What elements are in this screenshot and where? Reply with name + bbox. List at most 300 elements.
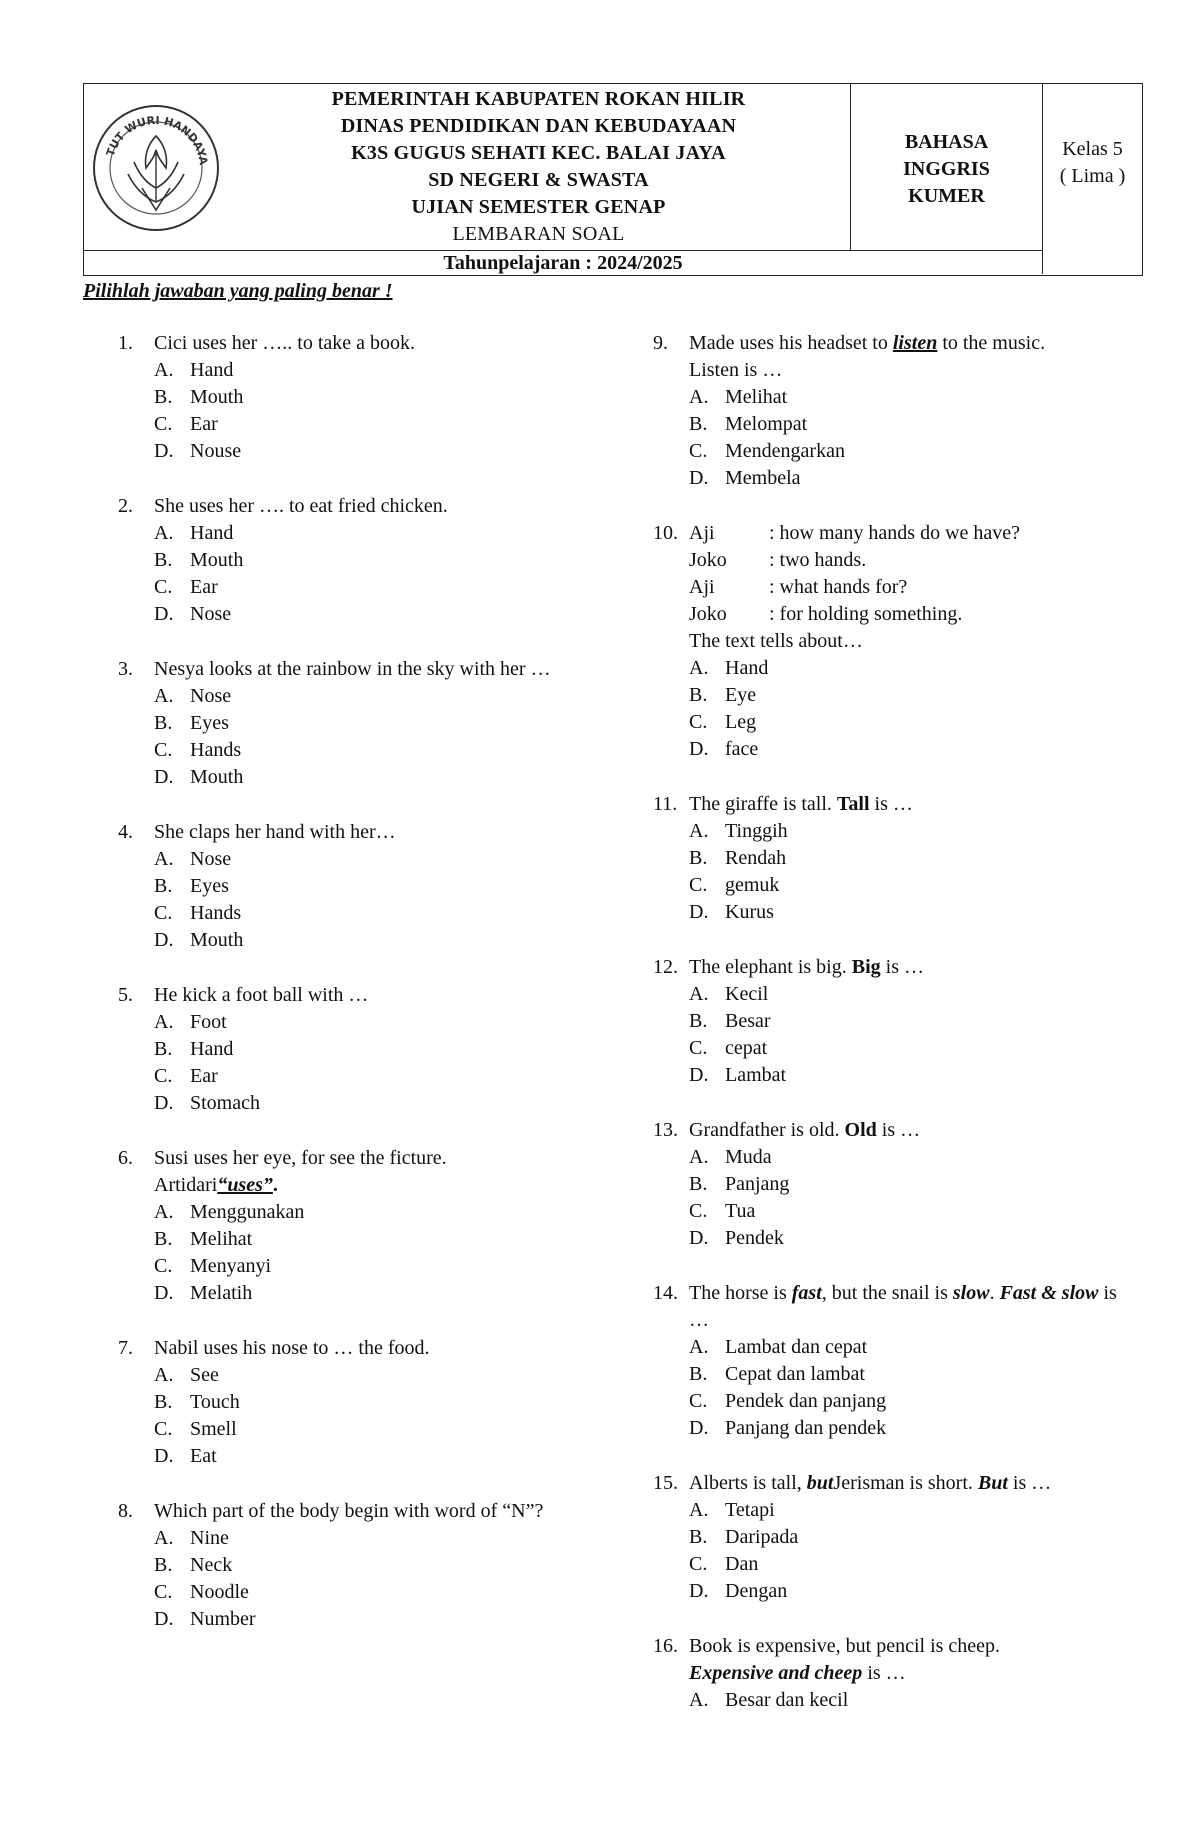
question-text: Cici uses her ….. to take a book. <box>154 332 416 354</box>
dialog-line <box>689 547 1133 574</box>
option-b <box>154 873 638 900</box>
option-letter: C. <box>689 1390 708 1412</box>
question-2 <box>118 493 638 628</box>
option-text: Membela <box>725 467 801 489</box>
option-letter: C. <box>154 739 173 761</box>
options <box>154 357 638 465</box>
option-letter: B. <box>154 1038 173 1060</box>
options <box>154 1009 638 1117</box>
option-text: Hands <box>190 739 242 761</box>
options <box>154 1362 638 1470</box>
option-text: Dengan <box>725 1580 788 1602</box>
question-text: Book is expensive, but pencil is cheep. <box>689 1635 1001 1657</box>
option-text: Melihat <box>190 1228 253 1250</box>
option-d <box>154 1280 638 1307</box>
option-d <box>154 927 638 954</box>
option-a <box>154 520 638 547</box>
option-letter: B. <box>689 1526 708 1548</box>
subject-cell <box>851 84 1043 250</box>
option-text: Melompat <box>725 413 808 435</box>
option-c <box>154 1579 638 1606</box>
option-text: Neck <box>190 1554 233 1576</box>
option-letter: A. <box>689 657 709 679</box>
options <box>689 1144 1133 1252</box>
question-number: 11. <box>653 793 678 815</box>
school-logo-cell <box>84 84 227 250</box>
option-c <box>154 737 638 764</box>
option-b <box>154 384 638 411</box>
option-text: Eyes <box>190 875 229 897</box>
question-text: She uses her …. to eat fried chicken. <box>154 495 448 517</box>
question-6 <box>118 1145 638 1307</box>
option-text: Smell <box>190 1418 237 1440</box>
option-text: Panjang <box>725 1173 790 1195</box>
option-letter: A. <box>154 848 174 870</box>
option-b <box>689 1008 1133 1035</box>
option-text: Mendengarkan <box>725 440 845 462</box>
option-a <box>154 1525 638 1552</box>
question-text: The text tells about… <box>689 630 863 652</box>
question-10 <box>653 520 1133 763</box>
options <box>154 846 638 954</box>
option-letter: A. <box>689 820 709 842</box>
option-d <box>154 764 638 791</box>
option-text: Rendah <box>725 847 787 869</box>
option-d <box>689 899 1133 926</box>
option-text: Besar <box>725 1010 771 1032</box>
option-letter: D. <box>689 467 709 489</box>
option-a <box>689 1497 1133 1524</box>
option-d <box>154 601 638 628</box>
option-text: Nose <box>190 685 232 707</box>
emphasized-word: listen <box>892 332 938 354</box>
option-c <box>154 574 638 601</box>
option-text: Number <box>190 1608 256 1630</box>
question-12 <box>653 954 1133 1089</box>
question-number: 10. <box>653 522 678 544</box>
dialog-speaker: Joko <box>689 549 727 571</box>
question-4 <box>118 819 638 954</box>
option-text: Nose <box>190 848 232 870</box>
option-text: Mouth <box>190 766 244 788</box>
option-letter: A. <box>154 522 174 544</box>
option-d <box>689 1578 1133 1605</box>
option-letter: B. <box>689 413 708 435</box>
question-number: 9. <box>653 332 668 354</box>
option-c <box>154 1063 638 1090</box>
option-letter: A. <box>154 359 174 381</box>
dialog-line <box>689 520 1133 547</box>
question-text-line-2 <box>154 1172 638 1199</box>
question-number: 4. <box>118 821 133 843</box>
text-segment: . <box>272 1174 278 1196</box>
option-text: Hand <box>190 359 234 381</box>
option-letter: D. <box>689 1417 709 1439</box>
text-segment: to the music. <box>937 332 1046 354</box>
question-8 <box>118 1498 638 1633</box>
option-c <box>689 1388 1133 1415</box>
question-5 <box>118 982 638 1117</box>
question-text <box>689 330 1133 357</box>
text-segment: Grandfather is old. <box>689 1119 845 1141</box>
option-d <box>154 1606 638 1633</box>
option-letter: D. <box>154 929 174 951</box>
dialog-line <box>689 601 1133 628</box>
option-text: Pendek <box>725 1227 784 1249</box>
option-letter: A. <box>154 1364 174 1386</box>
text-segment: . <box>989 1282 1000 1304</box>
options <box>154 520 638 628</box>
option-c <box>689 872 1133 899</box>
option-text: Foot <box>190 1011 227 1033</box>
option-letter: D. <box>154 1445 174 1467</box>
option-letter: C. <box>154 1255 173 1277</box>
question-text: Nabil uses his nose to … the food. <box>154 1337 430 1359</box>
option-text: Tinggih <box>725 820 788 842</box>
option-text: Hand <box>725 657 769 679</box>
option-d <box>689 465 1133 492</box>
option-letter: B. <box>154 1391 173 1413</box>
question-1 <box>118 330 638 465</box>
option-b <box>689 1171 1133 1198</box>
option-a <box>689 1334 1133 1361</box>
option-a <box>689 384 1133 411</box>
option-c <box>154 411 638 438</box>
option-text: Mouth <box>190 929 244 951</box>
dialog <box>689 520 1133 655</box>
question-number: 5. <box>118 984 133 1006</box>
option-text: cepat <box>725 1037 768 1059</box>
option-letter: C. <box>689 440 708 462</box>
academic-year: Tahunpelajaran : 2024/2025 <box>84 250 1043 274</box>
option-text: Hands <box>190 902 242 924</box>
option-text: Nouse <box>190 440 242 462</box>
option-a <box>689 655 1133 682</box>
dialog-speaker: Aji <box>689 576 715 598</box>
option-letter: B. <box>689 684 708 706</box>
option-text: Besar dan kecil <box>725 1689 849 1711</box>
option-text: Touch <box>190 1391 240 1413</box>
exam-header <box>83 83 1143 276</box>
option-text: Kurus <box>725 901 774 923</box>
option-d <box>689 736 1133 763</box>
option-c <box>154 1416 638 1443</box>
emphasized-word: but <box>806 1472 834 1494</box>
option-letter: C. <box>154 576 173 598</box>
option-letter: C. <box>154 902 173 924</box>
option-letter: A. <box>689 1499 709 1521</box>
option-b <box>689 682 1133 709</box>
option-d <box>689 1415 1133 1442</box>
option-b <box>154 1552 638 1579</box>
question-text <box>689 1280 1133 1334</box>
option-b <box>689 1361 1133 1388</box>
option-text: Daripada <box>725 1526 799 1548</box>
options <box>689 818 1133 926</box>
text-segment: The giraffe is tall. <box>689 793 837 815</box>
option-b <box>154 1389 638 1416</box>
option-a <box>154 1362 638 1389</box>
option-text: Eat <box>190 1445 217 1467</box>
option-letter: D. <box>689 1580 709 1602</box>
institution-line-1: PEMERINTAH KABUPATEN ROKAN HILIR <box>331 88 746 110</box>
option-a <box>689 981 1133 1008</box>
option-b <box>689 411 1133 438</box>
option-letter: B. <box>689 1363 708 1385</box>
text-segment: is … <box>876 1119 921 1141</box>
option-text: Cepat dan lambat <box>725 1363 865 1385</box>
option-b <box>689 845 1133 872</box>
option-text: Mouth <box>190 549 244 571</box>
option-letter: C. <box>689 711 708 733</box>
option-c <box>689 1035 1133 1062</box>
emphasized-word: fast <box>791 1282 822 1304</box>
option-text: Eyes <box>190 712 229 734</box>
option-text: Ear <box>190 1065 218 1087</box>
text-segment: is … <box>862 1662 906 1684</box>
option-text: Pendek dan panjang <box>725 1390 887 1412</box>
option-a <box>154 683 638 710</box>
question-text <box>689 1470 1133 1497</box>
question-15 <box>653 1470 1133 1605</box>
text-segment: is … <box>869 793 913 815</box>
dialog-text: : two hands. <box>769 549 867 571</box>
question-7 <box>118 1335 638 1470</box>
option-text: Muda <box>725 1146 772 1168</box>
subject-line-1: BAHASA <box>904 131 989 153</box>
question-number: 13. <box>653 1119 678 1141</box>
dialog-text: : for holding something. <box>769 603 963 625</box>
options <box>689 1497 1133 1605</box>
text-segment: Jerisman is short. <box>833 1472 978 1494</box>
institution-line-4: SD NEGERI & SWASTA <box>428 169 649 191</box>
option-text: Eye <box>725 684 757 706</box>
option-letter: A. <box>154 1011 174 1033</box>
option-d <box>154 1443 638 1470</box>
text-segment: Made uses his headset to <box>689 332 893 354</box>
option-a <box>689 818 1133 845</box>
option-letter: C. <box>154 1581 173 1603</box>
question-text: She claps her hand with her… <box>154 821 396 843</box>
question-3 <box>118 656 638 791</box>
dialog-text: : what hands for? <box>769 576 908 598</box>
option-letter: B. <box>154 875 173 897</box>
option-b <box>154 547 638 574</box>
option-text: Tetapi <box>725 1499 775 1521</box>
option-text: Nine <box>190 1527 229 1549</box>
text-segment: The horse is <box>689 1282 792 1304</box>
option-text: Stomach <box>190 1092 260 1114</box>
option-b <box>154 1036 638 1063</box>
question-number: 7. <box>118 1337 133 1359</box>
text-segment: is … <box>1007 1472 1052 1494</box>
option-b <box>154 710 638 737</box>
option-letter: A. <box>689 1146 709 1168</box>
option-letter: A. <box>689 386 709 408</box>
dialog-speaker: Joko <box>689 603 727 625</box>
option-letter: C. <box>154 1065 173 1087</box>
option-text: Leg <box>725 711 757 733</box>
question-number: 15. <box>653 1472 678 1494</box>
question-number: 1. <box>118 332 133 354</box>
institution-line-2: DINAS PENDIDIKAN DAN KEBUDAYAAN <box>340 115 737 137</box>
bold-word: Old <box>844 1119 877 1141</box>
text-segment: The elephant is big. <box>689 956 852 978</box>
question-text: He kick a foot ball with … <box>154 984 369 1006</box>
options <box>689 1334 1133 1442</box>
question-text: Which part of the body begin with word of “N”? <box>154 1500 544 1522</box>
option-a <box>154 357 638 384</box>
option-letter: D. <box>154 1282 174 1304</box>
text-segment: is … <box>689 1282 1117 1331</box>
option-c <box>689 438 1133 465</box>
question-13 <box>653 1117 1133 1252</box>
option-letter: C. <box>689 1037 708 1059</box>
option-text: Melihat <box>725 386 788 408</box>
option-text: Nose <box>190 603 232 625</box>
question-text <box>689 954 1133 981</box>
emphasized-word: But <box>977 1472 1008 1494</box>
logo-text: TUT WURI HANDAYA <box>103 113 211 166</box>
question-text <box>689 1117 1133 1144</box>
option-text: Ear <box>190 413 218 435</box>
institution-line-5: UJIAN SEMESTER GENAP <box>411 196 666 218</box>
emphasized-word: “uses” <box>217 1174 273 1196</box>
option-text: Kecil <box>725 983 769 1005</box>
option-d <box>689 1225 1133 1252</box>
option-letter: A. <box>154 1527 174 1549</box>
question-number: 16. <box>653 1635 678 1657</box>
option-letter: C. <box>689 874 708 896</box>
institution-cell <box>227 84 851 250</box>
instruction: Pilihlah jawaban yang paling benar ! <box>83 280 393 302</box>
question-text-line-2: Listen is … <box>689 359 783 381</box>
options <box>689 384 1133 492</box>
option-d <box>154 1090 638 1117</box>
options <box>689 1687 1133 1714</box>
option-c <box>689 1198 1133 1225</box>
option-text: Tua <box>725 1200 756 1222</box>
option-text: Noodle <box>190 1581 249 1603</box>
option-b <box>689 1524 1133 1551</box>
options <box>689 655 1133 763</box>
class-line-1: Kelas 5 <box>1062 138 1123 160</box>
option-letter: C. <box>154 1418 173 1440</box>
option-a <box>154 1199 638 1226</box>
option-text: See <box>190 1364 219 1386</box>
class-cell <box>1043 84 1142 274</box>
option-c <box>689 709 1133 736</box>
option-text: face <box>725 738 759 760</box>
question-number: 12. <box>653 956 678 978</box>
option-letter: A. <box>689 983 709 1005</box>
option-letter: B. <box>154 712 173 734</box>
emphasized-word: slow <box>952 1282 990 1304</box>
question-text-line-2 <box>689 1660 1133 1687</box>
options <box>154 1199 638 1307</box>
option-a <box>154 1009 638 1036</box>
question-number: 14. <box>653 1282 678 1304</box>
option-letter: C. <box>154 413 173 435</box>
option-text: Lambat <box>725 1064 787 1086</box>
options <box>154 683 638 791</box>
option-a <box>689 1144 1133 1171</box>
option-letter: B. <box>154 1228 173 1250</box>
dialog-speaker: Aji <box>689 522 715 544</box>
option-letter: B. <box>154 549 173 571</box>
options <box>154 1525 638 1633</box>
option-letter: B. <box>689 1010 708 1032</box>
option-letter: D. <box>154 603 174 625</box>
option-letter: A. <box>154 1201 174 1223</box>
option-d <box>689 1062 1133 1089</box>
option-letter: D. <box>689 1227 709 1249</box>
option-letter: D. <box>689 738 709 760</box>
institution-line-6: LEMBARAN SOAL <box>452 223 625 245</box>
option-letter: C. <box>689 1553 708 1575</box>
emphasized-word: Expensive and cheep <box>689 1662 863 1684</box>
option-letter: D. <box>154 1092 174 1114</box>
option-text: Menggunakan <box>190 1201 305 1223</box>
option-letter: A. <box>689 1689 709 1711</box>
class-line-2: ( Lima ) <box>1059 165 1126 187</box>
option-text: Ear <box>190 576 218 598</box>
option-text: Lambat dan cepat <box>725 1336 868 1358</box>
option-letter: D. <box>689 901 709 923</box>
question-number: 6. <box>118 1147 133 1169</box>
option-letter: D. <box>154 1608 174 1630</box>
question-14 <box>653 1280 1133 1442</box>
question-text: Susi uses her eye, for see the ficture. <box>154 1147 447 1169</box>
option-letter: D. <box>689 1064 709 1086</box>
text-segment: Artidari <box>154 1174 218 1196</box>
option-text: Menyanyi <box>190 1255 272 1277</box>
bold-word: Tall <box>836 793 870 815</box>
option-text: Mouth <box>190 386 244 408</box>
option-text: Panjang dan pendek <box>725 1417 887 1439</box>
option-letter: B. <box>154 1554 173 1576</box>
text-segment: , but the snail is <box>821 1282 953 1304</box>
option-a <box>689 1687 1133 1714</box>
option-letter: C. <box>689 1200 708 1222</box>
question-text: Nesya looks at the rainbow in the sky with her … <box>154 658 551 680</box>
options <box>689 981 1133 1089</box>
option-letter: A. <box>689 1336 709 1358</box>
question-16 <box>653 1633 1133 1714</box>
option-letter: D. <box>154 440 174 462</box>
option-letter: D. <box>154 766 174 788</box>
question-number: 8. <box>118 1500 133 1522</box>
option-c <box>689 1551 1133 1578</box>
text-segment: Alberts is tall, <box>689 1472 807 1494</box>
option-text: Melatih <box>190 1282 253 1304</box>
option-text: Hand <box>190 1038 234 1060</box>
option-a <box>154 846 638 873</box>
option-text: Dan <box>725 1553 759 1575</box>
option-b <box>154 1226 638 1253</box>
question-text <box>689 791 1133 818</box>
option-c <box>154 1253 638 1280</box>
dialog-line <box>689 574 1133 601</box>
institution-line-3: K3S GUGUS SEHATI KEC. BALAI JAYA <box>351 142 726 164</box>
emphasized-word: Fast & slow <box>999 1282 1099 1304</box>
dialog-text: : how many hands do we have? <box>769 522 1021 544</box>
tut-wuri-handayani-logo <box>84 84 227 250</box>
option-text: Hand <box>190 522 234 544</box>
option-c <box>154 900 638 927</box>
question-number: 3. <box>118 658 133 680</box>
option-text: gemuk <box>725 874 780 896</box>
